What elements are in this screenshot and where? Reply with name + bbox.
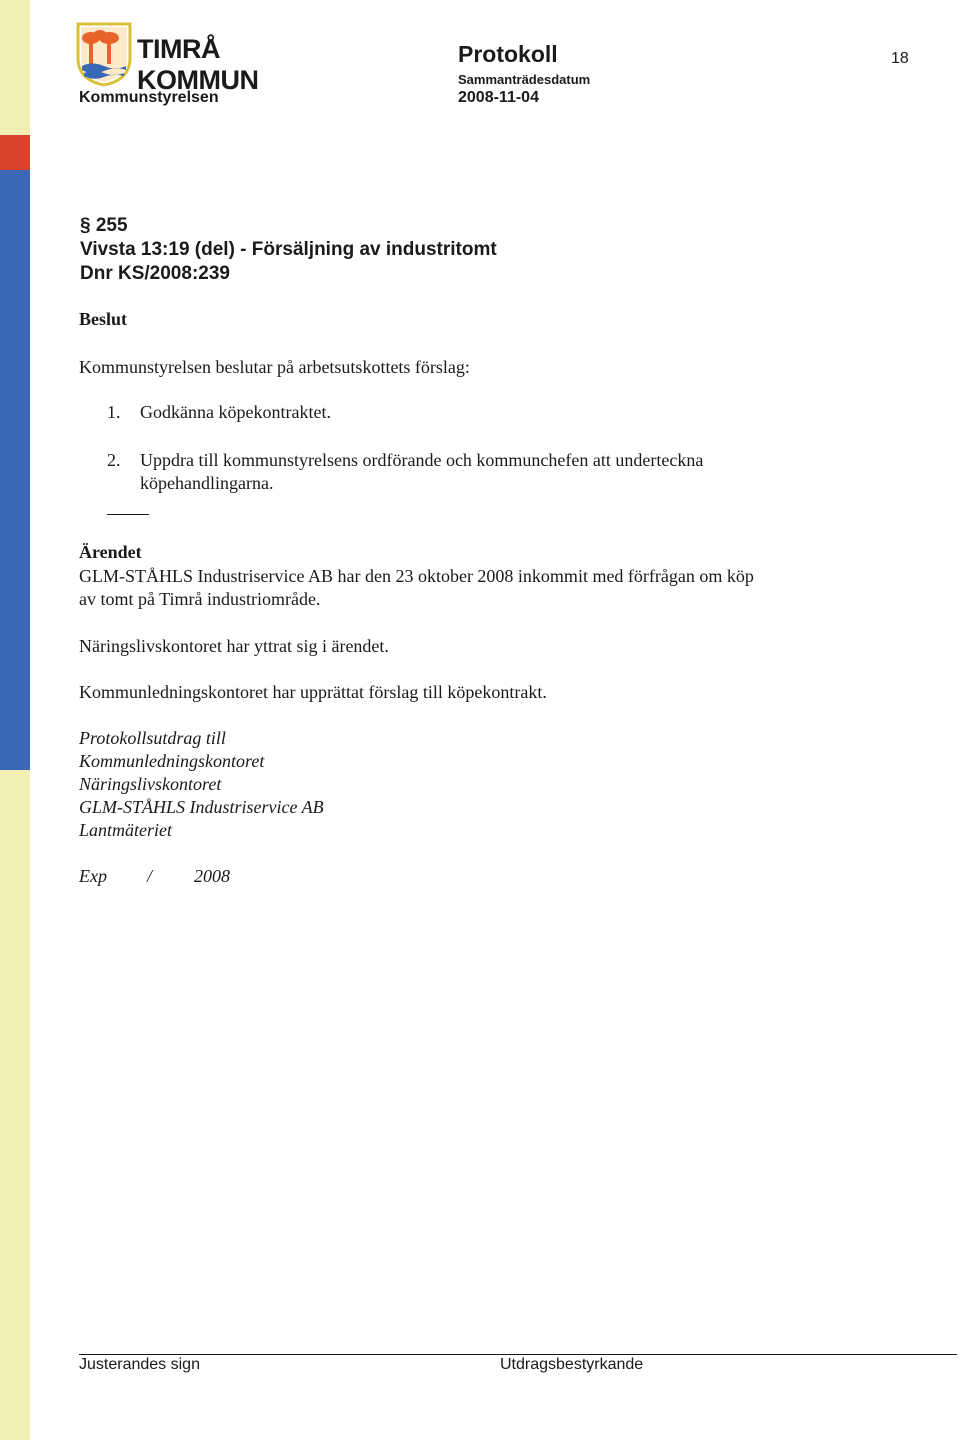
decision-item-number: 2.	[107, 450, 121, 470]
decision-item-text: Godkänna köpekontraktet.	[140, 402, 331, 422]
distribution-heading: Protokollsutdrag till	[79, 728, 226, 748]
arendet-paragraph-2: Näringslivskontoret har yttrat sig i ärendet.	[79, 636, 389, 656]
organization-name: Kommunstyrelsen	[79, 89, 219, 106]
section-number: 255	[95, 215, 128, 236]
side-band-bottom	[0, 770, 30, 1440]
separator-rule	[107, 514, 149, 515]
section-heading	[80, 214, 497, 286]
timra-kommun-logo	[76, 22, 336, 95]
distribution-recipient: GLM-STÅHLS Industriservice AB	[79, 797, 324, 817]
decision-item-number: 1.	[107, 402, 121, 422]
side-band-red	[0, 135, 30, 170]
decision-item-text-continued: köpehandlingarna.	[140, 473, 274, 493]
side-band-top	[0, 0, 30, 135]
footer-utdragsbestyrkande: Utdragsbestyrkande	[500, 1356, 644, 1373]
arendet-paragraph-1-line-1: GLM-STÅHLS Industriservice AB har den 23 oktober 2008 inkommit med förfrågan om köp	[79, 566, 754, 586]
coat-of-arms-icon	[76, 22, 132, 86]
arendet-heading: Ärendet	[79, 542, 142, 562]
distribution-recipient: Näringslivskontoret	[79, 774, 222, 794]
logo-wordmark: TIMRÅ KOMMUN	[137, 34, 259, 95]
footer-justerandes-sign: Justerandes sign	[79, 1356, 200, 1373]
distribution-recipient: Lantmäteriet	[79, 820, 172, 840]
expedition-slash: /	[147, 866, 153, 886]
diary-number: Dnr KS/2008:239	[80, 263, 230, 284]
expedition-year: 2008	[194, 866, 230, 886]
section-title: Vivsta 13:19 (del) - Försäljning av industritomt	[80, 239, 497, 260]
arendet-paragraph-1-line-2: av tomt på Timrå industriområde.	[79, 589, 321, 609]
side-band-blue	[0, 170, 30, 770]
expedition-label: Exp	[79, 866, 107, 886]
meeting-date: 2008-11-04	[458, 89, 539, 106]
beslut-intro: Kommunstyrelsen beslutar på arbetsutskottets förslag:	[79, 357, 470, 377]
beslut-heading: Beslut	[79, 309, 128, 329]
section-number-line	[80, 214, 497, 238]
document-type: Protokoll	[458, 41, 558, 67]
meeting-date-label: Sammanträdesdatum	[458, 72, 591, 87]
paragraph-symbol: §	[80, 215, 91, 236]
footer-rule	[79, 1354, 957, 1355]
distribution-recipient: Kommunledningskontoret	[79, 751, 265, 771]
decision-item-text: Uppdra till kommunstyrelsens ordförande och kommunchefen att underteckna	[140, 450, 704, 470]
arendet-paragraph-3: Kommunledningskontoret har upprättat förslag till köpekontrakt.	[79, 682, 547, 702]
page-number: 18	[891, 50, 909, 67]
